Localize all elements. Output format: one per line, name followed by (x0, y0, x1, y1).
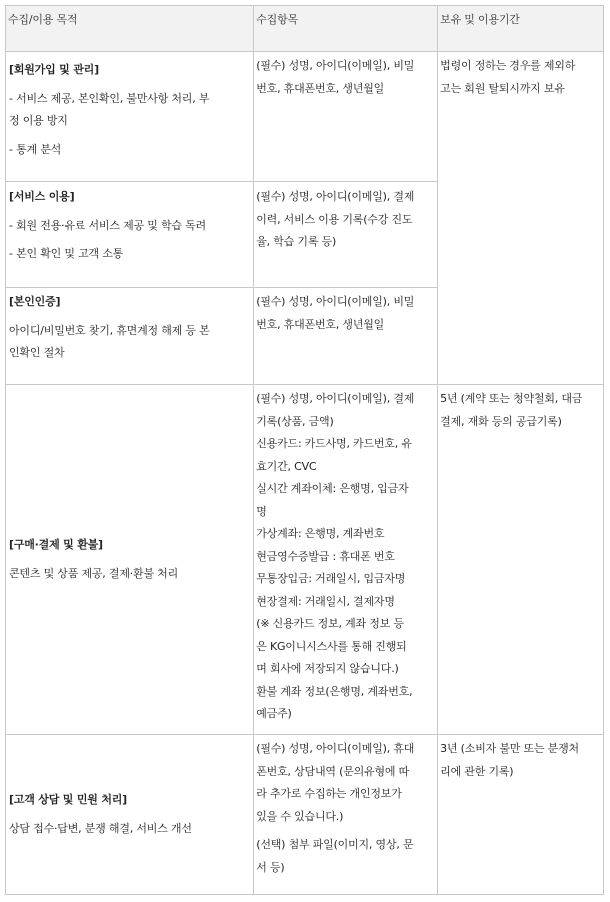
items-cell (254, 182, 438, 288)
item-line: 이력, 서비스 이용 기록(수강 진도 (256, 212, 413, 226)
retention-line: 5년 (계약 또는 청약철회, 대금 (440, 392, 583, 405)
item-line: (필수) 성명, 아이디(이메일), 휴대 (256, 742, 415, 755)
item-line: 환불 계좌 정보(은행명, 계좌번호, (256, 684, 413, 698)
header-purpose: 수집/이용 목적 (6, 6, 254, 52)
item-line: 명 (256, 504, 267, 518)
item-line: 번호, 휴대폰번호, 생년월일 (256, 81, 385, 95)
item-line: (필수) 성명, 아이디(이메일), 결제 (256, 392, 415, 405)
purpose-title: [본인인증] (9, 295, 61, 308)
purpose-cell (6, 288, 254, 385)
purpose-line: - 본인 확인 및 고객 소통 (9, 247, 124, 260)
purpose-title: [서비스 이용] (9, 190, 75, 203)
purpose-cell (6, 182, 254, 288)
purpose-cell (6, 735, 254, 895)
retention-line: 3년 (소비자 불만 또는 분쟁처 (440, 742, 579, 755)
purpose-line: - 서비스 제공, 본인확인, 불만사항 처리, 부 (9, 91, 210, 105)
item-line: 신용카드: 카드사명, 카드번호, 유 (256, 437, 412, 450)
header-retention: 보유 및 이용기간 (438, 6, 604, 52)
item-line: 효기간, CVC (256, 459, 317, 473)
header-items: 수집항목 (254, 6, 438, 52)
items-cell (254, 385, 438, 735)
retention-line: 리에 관한 기록) (440, 764, 514, 778)
item-line: 현장결제: 거래일시, 결제자명 (256, 594, 395, 608)
item-line-optional: (선택) 첨부 파일(이미지, 영상, 문 (256, 838, 414, 851)
items-cell (254, 288, 438, 385)
purpose-line: 아이디/비밀번호 찾기, 휴면계정 해제 등 본 (9, 323, 210, 337)
retention-cell (438, 735, 604, 895)
purpose-line: 콘텐츠 및 상품 제공, 결제·환불 처리 (9, 566, 179, 580)
purpose-cell (6, 52, 254, 182)
purpose-title: [회원가입 및 관리] (9, 63, 99, 76)
item-line: 현금영수증발급 : 휴대폰 번호 (256, 549, 395, 563)
item-line: 있을 수 있습니다.) (256, 809, 344, 823)
purpose-line: 정 이용 방지 (9, 114, 68, 127)
item-line: (필수) 성명, 아이디(이메일), 결제 (256, 190, 415, 203)
purpose-line: 인확인 절차 (9, 346, 65, 359)
item-line: (필수) 성명, 아이디(이메일), 비밀 (256, 295, 415, 308)
retention-cell (438, 385, 604, 735)
item-line: 실시간 계좌이체: 은행명, 입금자 (256, 482, 409, 495)
item-line: 율, 학습 기록 등) (256, 235, 337, 248)
retention-line: 법령이 정하는 경우를 제외하 (440, 59, 576, 72)
privacy-collection-table (5, 5, 604, 895)
item-line: 가상계좌: 은행명, 계좌번호 (256, 527, 385, 540)
item-line: 번호, 휴대폰번호, 생년월일 (256, 317, 385, 331)
item-line: 라 추가로 수집하는 개인정보가 (256, 787, 402, 800)
retention-line: 고는 회원 탈퇴시까지 보유 (440, 81, 565, 95)
item-line: 폰번호, 상담내역 (문의유형에 따 (256, 764, 410, 778)
item-line: 예금주) (256, 707, 292, 720)
purpose-title: [고객 상담 및 민원 처리] (9, 793, 128, 806)
table-row (6, 385, 604, 735)
table-row (6, 735, 604, 895)
table-row (6, 52, 604, 182)
items-cell (254, 52, 438, 182)
table-header-row (6, 6, 604, 52)
item-line: 며 회사에 저장되지 않습니다.) (256, 662, 399, 675)
items-cell (254, 735, 438, 895)
item-line: (※ 신용카드 정보, 계좌 정보 등 (256, 617, 404, 630)
purpose-cell (6, 385, 254, 735)
purpose-line: - 회원 전용·유료 서비스 제공 및 학습 독려 (9, 218, 206, 232)
retention-cell (438, 52, 604, 385)
purpose-line: 상담 접수·답변, 분쟁 해결, 서비스 개선 (9, 821, 192, 835)
item-line: 기록(상품, 금액) (256, 414, 334, 428)
purpose-title: [구매·결제 및 환불] (9, 538, 103, 551)
item-line-optional: 서 등) (256, 860, 285, 874)
purpose-line: - 통계 분석 (9, 142, 62, 156)
retention-line: 결제, 재화 등의 공급기록) (440, 414, 562, 428)
item-line: 무통장입금: 거래일시, 입금자명 (256, 572, 406, 585)
item-line: 은 KG이니시스사를 통해 진행되 (256, 639, 407, 653)
item-line: (필수) 성명, 아이디(이메일), 비밀 (256, 59, 415, 72)
